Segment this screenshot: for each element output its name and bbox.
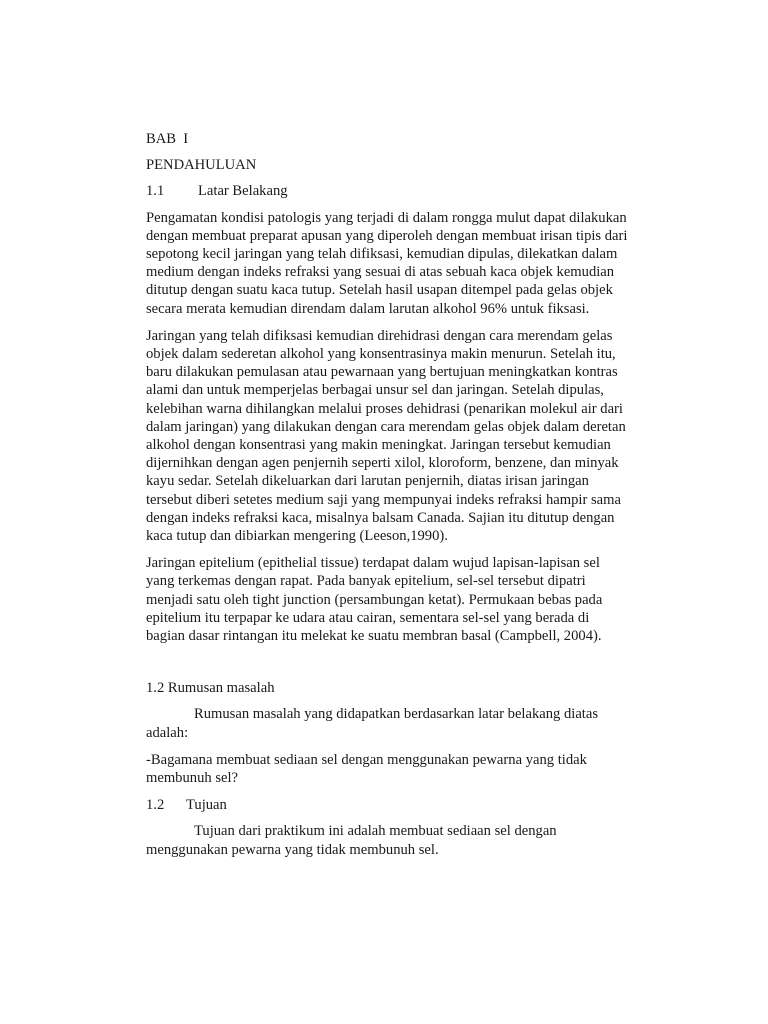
paragraph-line: bagian dasar rintangan itu melekat ke suatu membran basal (Campbell, 2004).: [146, 628, 602, 645]
paragraph-line: Rumusan masalah yang didapatkan berdasarkan latar belakang diatas: [194, 706, 599, 723]
paragraph-line: Tujuan dari praktikum ini adalah membuat sediaan sel dengan: [194, 823, 557, 840]
paragraph-latar-belakang-2: [146, 327, 676, 545]
paragraph-line: alami dan untuk memperjelas berbagai unsur sel dan jaringan. Setelah dipulas,: [146, 382, 604, 399]
section-spacer: [146, 654, 676, 679]
paragraph-line: Jaringan epitelium (epithelial tissue) terdapat dalam wujud lapisan-lapisan sel: [146, 555, 600, 572]
paragraph-line: Pengamatan kondisi patologis yang terjadi di dalam rongga mulut dapat dilakukan: [146, 209, 627, 226]
paragraph-line: membunuh sel?: [146, 770, 239, 787]
paragraph-line: kelebihan warna dihilangkan melalui proses dehidrasi (penarikan molekul air dari: [146, 400, 623, 417]
section-heading-tujuan: [146, 796, 676, 814]
paragraph-line: dalam jaringan) yang dilakukan dengan cara merendam gelas objek dalam deretan: [146, 418, 626, 435]
paragraph-line: secara merata kemudian direndam dalam larutan alkohol 96% untuk fiksasi.: [146, 300, 590, 317]
chapter-number: BAB I: [146, 131, 189, 147]
section-heading-latar-belakang: [146, 182, 676, 200]
chapter-title: PENDAHULUAN: [146, 157, 257, 174]
paragraph-line: menggunakan pewarna yang tidak membunuh sel.: [146, 841, 439, 858]
section-number: 1.2: [146, 797, 165, 814]
paragraph-line: medium dengan indeks refraksi yang sesuai di atas sebuah kaca objek kemudian: [146, 264, 615, 281]
document-body: [146, 130, 676, 868]
paragraph-line: kayu sedar. Setelah dikeluarkan dari larutan penjernih, diatas irisan jaringan: [146, 473, 589, 490]
paragraph-rumusan-masalah: [146, 705, 676, 741]
paragraph-line: epitelium itu terpapar ke udara atau cairan, sementara sel-sel yang berada di: [146, 609, 590, 626]
paragraph-line: -Bagamana membuat sediaan sel dengan menggunakan pewarna yang tidak: [146, 751, 587, 768]
paragraph-line: dengan indeks refraksi kaca, misalnya balsam Canada. Sajian itu ditutup dengan: [146, 509, 615, 526]
paragraph-line: tersebut diberi setetes medium saji yang mempunyai indeks refraksi hampir sama: [146, 491, 621, 508]
paragraph-line: dengan membuat preparat apusan yang diperoleh dengan membuat irisan tipis dari: [146, 227, 628, 244]
paragraph-line: yang terkemas dengan rapat. Pada banyak epitelium, sel-sel tersebut dipatri: [146, 573, 586, 590]
paragraph-line: objek dalam sederetan alkohol yang konsentrasinya makin menurun. Setelah itu,: [146, 345, 616, 362]
paragraph-line: ditutup dengan suatu kaca tutup. Setelah hasil usapan ditempel pada gelas objek: [146, 282, 613, 299]
paragraph-line: baru dilakukan pemulasan atau pewarnaan yang bertujuan meningkatkan kontras: [146, 364, 618, 381]
paragraph-tujuan: [146, 822, 676, 858]
paragraph-line: adalah:: [146, 724, 189, 741]
paragraph-latar-belakang-3: [146, 554, 676, 645]
paragraph-rumusan-question: [146, 751, 676, 787]
paragraph-line: kaca tutup dan dibiarkan mengering (Leeson,1990).: [146, 528, 448, 545]
paragraph-latar-belakang-1: [146, 209, 676, 318]
paragraph-line: sepotong kecil jaringan yang telah difiksasi, kemudian dipulas, dilekatkan dalam: [146, 245, 618, 262]
paragraph-line: menjadi satu oleh tight junction (persambungan ketat). Permukaan bebas pada: [146, 591, 603, 608]
section-number: 1.1: [146, 183, 165, 200]
section-title: Latar Belakang: [198, 183, 288, 200]
section-heading-rumusan-masalah: 1.2 Rumusan masalah: [146, 680, 275, 697]
section-title: Tujuan: [186, 797, 227, 814]
paragraph-line: Jaringan yang telah difiksasi kemudian direhidrasi dengan cara merendam gelas: [146, 327, 613, 344]
paragraph-line: alkohol dengan konsentrasi yang makin meningkat. Jaringan tersebut kemudian: [146, 437, 611, 453]
paragraph-line: dijernihkan dengan agen penjernih seperti xilol, kloroform, benzene, dan minyak: [146, 455, 619, 472]
